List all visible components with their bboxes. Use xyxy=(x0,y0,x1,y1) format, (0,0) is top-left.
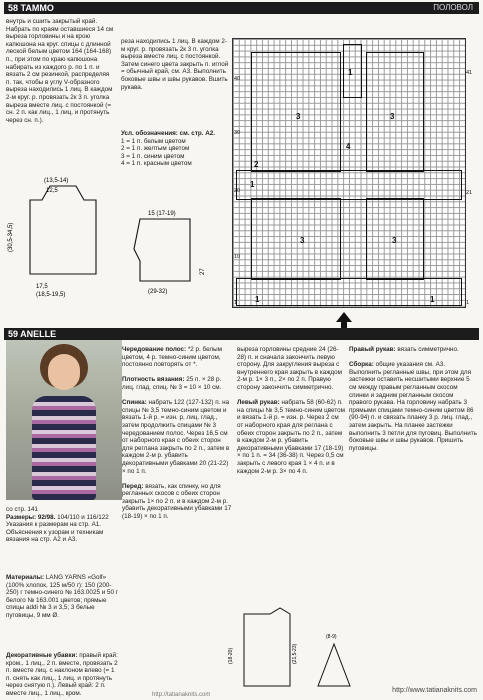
decor-block: Декоративные убавки: правый край: кром., 1 лиц., 2 п. вместе, провязать 2 п. вместе лиц. с наклоном влево (= 1 п. снять как лиц., 1 лиц. и протянуть через снятую п.). Левый край: 2 п. вместе лиц., 1 лиц., кром. xyxy=(6,652,118,697)
photo-face xyxy=(48,354,80,390)
chart-block-1 xyxy=(343,44,362,98)
chart-num-9: 1 xyxy=(255,295,260,304)
photo-striped-top xyxy=(32,396,96,500)
legend-item-1: 1 = 1 п. белым цветом xyxy=(121,137,186,145)
chart-num-2: 3 xyxy=(390,112,395,121)
row-label-1: 1 xyxy=(234,300,238,306)
header-tammo-right: ПОЛОВОЛ xyxy=(433,3,473,12)
chart-block-3 xyxy=(366,52,424,172)
legend-title: Усл. обозначения: см. стр. А2. xyxy=(121,130,216,137)
chart-num-10: 1 xyxy=(430,295,435,304)
chart-num-8: 3 xyxy=(392,236,397,245)
stripes-block: Чередование полос: *2 р. белым цветом, 4 р. темно-синим цветом, постоянно повторять от *. Плотность вязания: 25 п. × 28 р. лиц. глад. спиц. № 3 = 10 × 10 см. Спинка: набрать 122 (127-132) п. на спицы № 3,5 темно-синим цветом и вязать 1-й р. = изн. р. лиц. глад., затем продолжить спицами № 3 чередованием полос. Через 16,5 см от наборного края с обеих сторон для реглана закрыть по 2 п., затем в каждом 2-м р. убавить декоративными убавками 20 (21-22) × по 1 п. Перед: вязать, как спинку, но для регланных скосов с обеих сторон закрыть 1× по 2 п. и в каждом 2-м р. убавить декоративными убавками 17 (18-19) × по 1 п. xyxy=(122,346,232,521)
legend xyxy=(121,130,229,168)
left-sleeve-block: выреза горловины средние 24 (26-28) п. и сначала закончить левую сторону. Для закругления выреза с внутреннего края закрыть в каждом 2-м р. 1× 3 п., 2× по 2 п. Правую сторону закончить симметрично. Левый рукав: набрать 58 (60-62) п. на спицы № 3,5 темно-синим цветом и вязать 1-й р. = изн. р. Через 2 см от наборного края для реглана с обеих сторон закрыть по 2 п., затем в каждом 2-м р. убавить декоративными убавками 17 (18-19) × по 1 п. = 34 (36-38) п. Через 0,5 см закрыть с левого края 1 × 4 п. и в каждом 2-м р. 3× по 4 п. xyxy=(237,346,345,475)
schematic-sleeve xyxy=(120,205,232,305)
chart-block-4 xyxy=(236,170,462,200)
legend-item-4: 4 = 1 п. красным цветом xyxy=(121,160,192,168)
sizes-block: со стр. 141 Размеры: 92/98. 104/110 и 116/122 Указания к размерам на стр. А1. Объяснения к узорам и техникам вязания на стр. А2 и А3. xyxy=(6,506,109,544)
site-watermark-faint: http://tatianaknits.com xyxy=(152,692,211,698)
dim-top-a: (13,5-14) xyxy=(44,178,69,184)
chart-num-4: 4 xyxy=(346,142,351,151)
header-anelle-title: 59 ANELLE xyxy=(8,329,57,339)
bottom-dim-height: (18-20) xyxy=(228,647,234,664)
site-watermark: http://www.tatianaknits.com xyxy=(392,687,477,694)
header-anelle xyxy=(4,328,479,340)
row-label-40: 40 xyxy=(234,76,241,82)
chart-num-1: 3 xyxy=(296,112,301,121)
text-col2-top: резa находились 1 лиц. В каждом 2-м круг. р. провязать 2к 3 п. уголка выреза вместе лиц. с постоянкой. Затем синего цвета закрыть п. иглой = обычный край, см. А3. Выполнить боковые швы и швы рукавов. Вшить рукава. xyxy=(121,38,229,91)
row-label-r21: 21 xyxy=(466,190,473,196)
chart-num-7: 3 xyxy=(300,236,305,245)
sleeve-dim-bottom: (29-32) xyxy=(148,289,168,295)
row-label-r41: 41 xyxy=(466,70,473,76)
dim-bottom-a: 17,5 xyxy=(36,284,48,290)
chart-num-3: 1 xyxy=(348,68,353,77)
dim-top-b: 12,5 xyxy=(46,188,58,194)
chart-block-5 xyxy=(251,198,341,280)
chart-num-5: 2 xyxy=(254,160,259,169)
row-label-20: 20 xyxy=(234,188,241,194)
bottom-dim-side: (21,5-23) xyxy=(292,643,298,664)
row-label-30: 30 xyxy=(234,130,241,136)
header-tammo xyxy=(4,2,479,14)
chart-start-arrow-icon xyxy=(334,312,354,328)
legend-item-3: 3 = 1 п. синим цветом xyxy=(121,152,185,160)
schematic-back xyxy=(6,160,121,310)
bottom-dim-sleeve: (8-9) xyxy=(326,634,337,640)
row-label-10: 10 xyxy=(234,254,241,260)
header-tammo-title: 58 TAMMO xyxy=(8,3,54,13)
materials-block: Материалы: LANG YARNS «Golf» (100% хлопок, 125 м/50 г): 150 (200-250) г темно-синего № 163.0025 и 50 г белого № 163.001 цветов; прямые спицы addi № 3 и 3,5; 3 белые пуговицы, 9 мм Ø. xyxy=(6,574,119,619)
right-sleeve-block: Правый рукав: вязать симметрично. Сборка: общие указания см. А3. Выполнить регланные швы, при этом для застежки оставить несшитыми верхние 5 см между правым регланным скосом спинки и задним регланным скосом правого рукава. На горловину набрать 3 прямыми спицами темно-синим цветом 86 (90-94) п. и связать планку 3 р. лиц. глад., затем закрыть. На планке застежки выполнить 3 петли для пуговиц. Выполнить боковые швы и швы рукавов. Пришить пуговицы. xyxy=(349,346,477,452)
dim-height: (30,5-34,5) xyxy=(8,222,14,252)
legend-item-2: 2 = 1 п. желтым цветом xyxy=(121,145,190,153)
chart-block-7 xyxy=(236,278,462,306)
row-label-r1: 1 xyxy=(466,300,470,306)
schematic-bottom xyxy=(230,604,360,696)
sleeve-dim-top: 15 (17-19) xyxy=(148,211,176,217)
chart-num-6: 1 xyxy=(250,180,255,189)
model-photo xyxy=(6,340,122,500)
sleeve-dim-side: 27 xyxy=(200,268,206,275)
dim-bottom-b: (18,5-19,5) xyxy=(36,292,66,298)
text-col1-top: внутрь и сшить закрытый край. Набрать по краям оставшиеся 14 см выреза горловины и на крою капюшона на круг. спицы с длинной леской белым цветом 164 (164-168) п., при этом по краю капюшона набирать из каждого р. по 1 п. и вязать 2 см резинкой, распределяя п. так, чтобы в углу V-образного выреза находились 1 лиц. В каждом 2-м круг. р. провязать 2к 3 п. уголка выреза вместе лиц. с постоянкой (= сн. 2 п. как лиц., 1 лиц. и протянуть через сн. п.). xyxy=(6,18,114,124)
